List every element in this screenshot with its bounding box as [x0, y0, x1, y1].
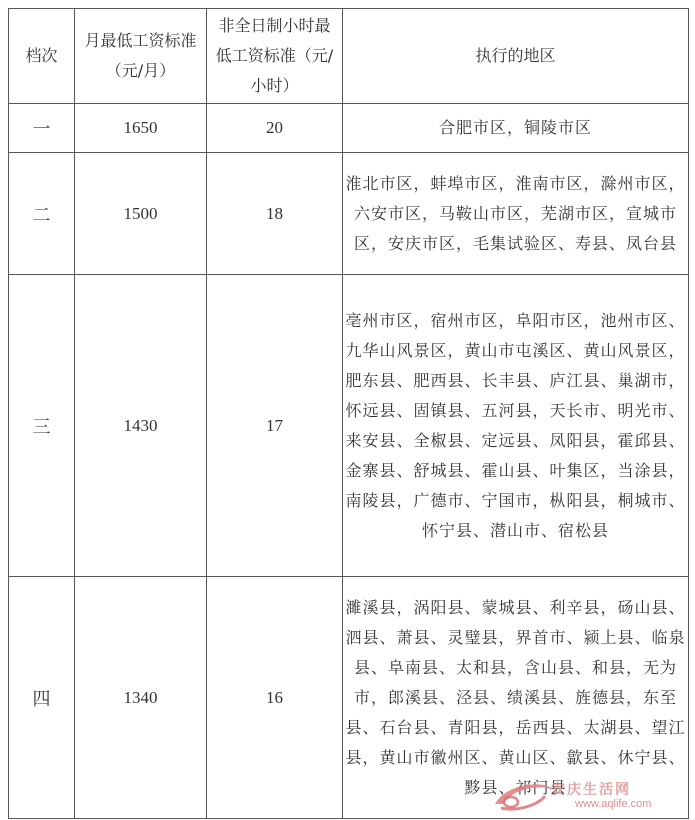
regions-cell: 合肥市区，铜陵市区	[343, 104, 689, 153]
header-row	[9, 9, 689, 104]
regions-cell: 亳州市区，宿州市区，阜阳市区，池州市区、九华山风景区，黄山市屯溪区、黄山风景区，肥东县、肥西县、长丰县、庐江县、巢湖市，怀远县、固镇县、五河县，天长市、明光市、来安县、全椒县、定远县、凤阳县，霍邱县、金寨县、舒城县、霍山县、叶集区，当涂县，南陵县，广德市、宁国市，枞阳县，桐城市、怀宁县、潜山市、宿松县	[343, 275, 689, 577]
grade-cell: 四	[9, 577, 75, 819]
hourly-wage-cell: 18	[207, 153, 343, 275]
header-monthly-wage: 月最低工资标准（元/月）	[75, 9, 207, 104]
grade-cell: 一	[9, 104, 75, 153]
regions-cell: 淮北市区，蚌埠市区，淮南市区，滁州市区，六安市区，马鞍山市区，芜湖市区，宣城市区，安庆市区，毛集试验区、寿县、凤台县	[343, 153, 689, 275]
hourly-wage-cell: 17	[207, 275, 343, 577]
watermark-url: www.aqlife.com	[575, 798, 652, 810]
monthly-wage-cell: 1430	[75, 275, 207, 577]
header-hourly-wage: 非全日制小时最低工资标准（元/小时）	[207, 9, 343, 104]
monthly-wage-cell: 1340	[75, 577, 207, 819]
site-logo-icon	[489, 778, 559, 814]
site-watermark	[489, 776, 689, 816]
table-row	[9, 153, 689, 275]
monthly-wage-cell: 1500	[75, 153, 207, 275]
grade-cell: 三	[9, 275, 75, 577]
hourly-wage-cell: 16	[207, 577, 343, 819]
regions-cell: 濉溪县，涡阳县、蒙城县、利辛县，砀山县、泗县、萧县、灵璧县，界首市、颍上县、临泉县、阜南县、太和县，含山县、和县，无为市，郎溪县、泾县、绩溪县、旌德县，东至县、石台县、青阳县，岳西县、太湖县、望江县，黄山市徽州区、黄山区、歙县、休宁县、黟县、祁门县	[343, 577, 689, 819]
minimum-wage-table	[8, 8, 689, 819]
watermark-title: 安庆生活网	[551, 782, 631, 798]
monthly-wage-cell: 1650	[75, 104, 207, 153]
header-regions: 执行的地区	[343, 9, 689, 104]
table-row	[9, 275, 689, 577]
header-grade: 档次	[9, 9, 75, 104]
table-row	[9, 104, 689, 153]
hourly-wage-cell: 20	[207, 104, 343, 153]
grade-cell: 二	[9, 153, 75, 275]
